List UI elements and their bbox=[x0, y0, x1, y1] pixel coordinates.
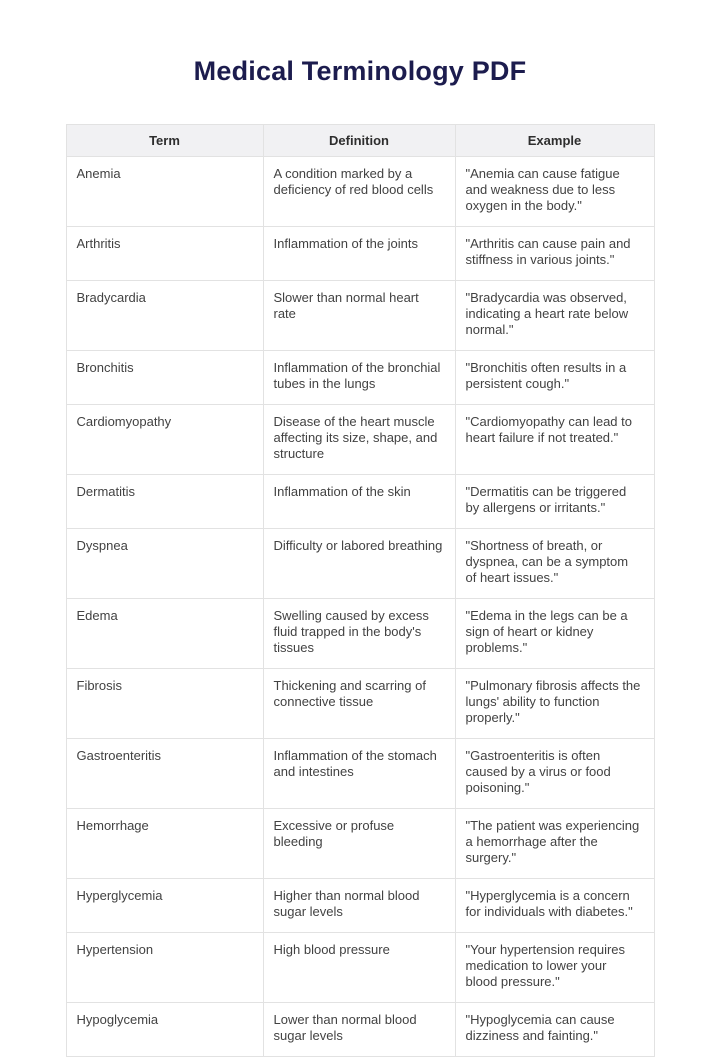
table-row bbox=[66, 933, 654, 1003]
example-cell: "Cardiomyopathy can lead to heart failure if not treated." bbox=[455, 405, 654, 475]
table-row bbox=[66, 157, 654, 227]
example-cell: "Hypoglycemia can cause dizziness and fainting." bbox=[455, 1003, 654, 1057]
term-cell: Arthritis bbox=[66, 227, 263, 281]
definition-cell: Swelling caused by excess fluid trapped in the body's tissues bbox=[263, 599, 455, 669]
table-header-row bbox=[66, 125, 654, 157]
page-title: Medical Terminology PDF bbox=[193, 56, 527, 86]
table-row bbox=[66, 475, 654, 529]
table-row bbox=[66, 809, 654, 879]
term-cell: Dyspnea bbox=[66, 529, 263, 599]
table-row bbox=[66, 1003, 654, 1057]
table-row bbox=[66, 351, 654, 405]
term-cell: Bradycardia bbox=[66, 281, 263, 351]
definition-cell: Difficulty or labored breathing bbox=[263, 529, 455, 599]
terminology-table bbox=[66, 124, 655, 1057]
term-cell: Hyperglycemia bbox=[66, 879, 263, 933]
definition-cell: A condition marked by a deficiency of red blood cells bbox=[263, 157, 455, 227]
table-row bbox=[66, 281, 654, 351]
example-cell: "Your hypertension requires medication to lower your blood pressure." bbox=[455, 933, 654, 1003]
table-body bbox=[66, 157, 654, 1057]
term-cell: Cardiomyopathy bbox=[66, 405, 263, 475]
definition-cell: Higher than normal blood sugar levels bbox=[263, 879, 455, 933]
term-cell: Dermatitis bbox=[66, 475, 263, 529]
table-row bbox=[66, 529, 654, 599]
example-cell: "Gastroenteritis is often caused by a virus or food poisoning." bbox=[455, 739, 654, 809]
column-header-definition: Definition bbox=[263, 125, 455, 157]
table-row bbox=[66, 227, 654, 281]
table-row bbox=[66, 879, 654, 933]
definition-cell: Inflammation of the joints bbox=[263, 227, 455, 281]
table-row bbox=[66, 669, 654, 739]
example-cell: "Bradycardia was observed, indicating a heart rate below normal." bbox=[455, 281, 654, 351]
term-cell: Hemorrhage bbox=[66, 809, 263, 879]
term-cell: Bronchitis bbox=[66, 351, 263, 405]
definition-cell: High blood pressure bbox=[263, 933, 455, 1003]
table-row bbox=[66, 599, 654, 669]
term-cell: Hypoglycemia bbox=[66, 1003, 263, 1057]
definition-cell: Inflammation of the skin bbox=[263, 475, 455, 529]
column-header-term: Term bbox=[66, 125, 263, 157]
example-cell: "Pulmonary fibrosis affects the lungs' ability to function properly." bbox=[455, 669, 654, 739]
table-row bbox=[66, 739, 654, 809]
example-cell: "Dermatitis can be triggered by allergens or irritants." bbox=[455, 475, 654, 529]
definition-cell: Disease of the heart muscle affecting its size, shape, and structure bbox=[263, 405, 455, 475]
example-cell: "Arthritis can cause pain and stiffness in various joints." bbox=[455, 227, 654, 281]
definition-cell: Inflammation of the bronchial tubes in the lungs bbox=[263, 351, 455, 405]
example-cell: "The patient was experiencing a hemorrhage after the surgery." bbox=[455, 809, 654, 879]
definition-cell: Slower than normal heart rate bbox=[263, 281, 455, 351]
column-header-example: Example bbox=[455, 125, 654, 157]
definition-cell: Inflammation of the stomach and intestines bbox=[263, 739, 455, 809]
example-cell: "Anemia can cause fatigue and weakness due to less oxygen in the body." bbox=[455, 157, 654, 227]
example-cell: "Edema in the legs can be a sign of heart or kidney problems." bbox=[455, 599, 654, 669]
term-cell: Edema bbox=[66, 599, 263, 669]
example-cell: "Shortness of breath, or dyspnea, can be a symptom of heart issues." bbox=[455, 529, 654, 599]
term-cell: Hypertension bbox=[66, 933, 263, 1003]
example-cell: "Bronchitis often results in a persistent cough." bbox=[455, 351, 654, 405]
term-cell: Gastroenteritis bbox=[66, 739, 263, 809]
definition-cell: Thickening and scarring of connective tissue bbox=[263, 669, 455, 739]
example-cell: "Hyperglycemia is a concern for individuals with diabetes." bbox=[455, 879, 654, 933]
term-cell: Anemia bbox=[66, 157, 263, 227]
table-row bbox=[66, 405, 654, 475]
term-cell: Fibrosis bbox=[66, 669, 263, 739]
definition-cell: Lower than normal blood sugar levels bbox=[263, 1003, 455, 1057]
definition-cell: Excessive or profuse bleeding bbox=[263, 809, 455, 879]
